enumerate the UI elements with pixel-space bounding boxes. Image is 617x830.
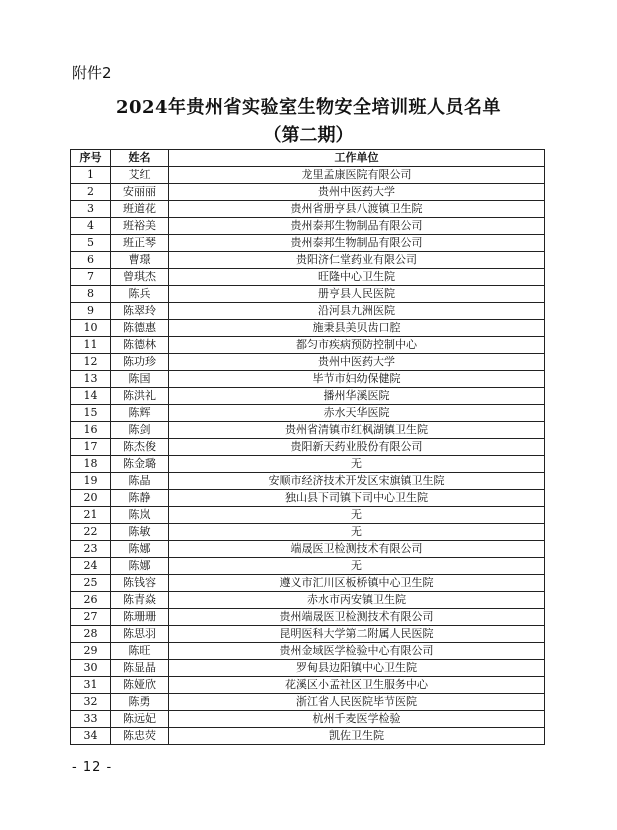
table-row (71, 422, 545, 439)
workplace-cell: 都匀市疾病预防控制中心 (169, 337, 545, 354)
workplace-cell: 凯佐卫生院 (169, 728, 545, 745)
serial-cell: 4 (71, 218, 111, 235)
workplace-cell: 安顺市经济技术开发区宋旗镇卫生院 (169, 473, 545, 490)
table-body (71, 167, 545, 745)
workplace-cell: 无 (169, 507, 545, 524)
column-header-serial: 序号 (71, 150, 111, 167)
table-row (71, 405, 545, 422)
table-row (71, 524, 545, 541)
name-cell: 陈娜 (111, 558, 169, 575)
workplace-cell: 无 (169, 524, 545, 541)
name-cell: 陈远妃 (111, 711, 169, 728)
name-cell: 陈勇 (111, 694, 169, 711)
table-row (71, 201, 545, 218)
document-title: 2024年贵州省实验室生物安全培训班人员名单 (115, 97, 502, 118)
workplace-cell: 施秉县美贝齿口腔 (169, 320, 545, 337)
name-cell: 曾琪杰 (111, 269, 169, 286)
serial-cell: 7 (71, 269, 111, 286)
table-row (71, 677, 545, 694)
serial-cell: 31 (71, 677, 111, 694)
table-row (71, 337, 545, 354)
workplace-cell: 贵州泰邦生物制品有限公司 (169, 235, 545, 252)
workplace-cell: 花溪区小孟社区卫生服务中心 (169, 677, 545, 694)
table-header-row (71, 150, 545, 167)
table-row (71, 558, 545, 575)
serial-cell: 23 (71, 541, 111, 558)
table-row (71, 473, 545, 490)
name-cell: 陈珊珊 (111, 609, 169, 626)
name-cell: 班裕美 (111, 218, 169, 235)
table-row (71, 694, 545, 711)
name-cell: 陈功珍 (111, 354, 169, 371)
workplace-cell: 沿河县九洲医院 (169, 303, 545, 320)
serial-cell: 8 (71, 286, 111, 303)
table-row (71, 711, 545, 728)
table-row (71, 728, 545, 745)
table-row (71, 320, 545, 337)
serial-cell: 28 (71, 626, 111, 643)
name-cell: 陈德林 (111, 337, 169, 354)
table-row (71, 354, 545, 371)
name-cell: 陈旺 (111, 643, 169, 660)
name-cell: 陈静 (111, 490, 169, 507)
workplace-cell: 贵阳济仁堂药业有限公司 (169, 252, 545, 269)
workplace-cell: 贵州中医药大学 (169, 354, 545, 371)
name-cell: 陈钱容 (111, 575, 169, 592)
serial-cell: 26 (71, 592, 111, 609)
name-cell: 陈青焱 (111, 592, 169, 609)
table-row (71, 507, 545, 524)
name-cell: 陈金璐 (111, 456, 169, 473)
name-cell: 陈忠荧 (111, 728, 169, 745)
workplace-cell: 端晟医卫检测技术有限公司 (169, 541, 545, 558)
serial-cell: 11 (71, 337, 111, 354)
serial-cell: 2 (71, 184, 111, 201)
table-row (71, 252, 545, 269)
workplace-cell: 龙里孟康医院有限公司 (169, 167, 545, 184)
workplace-cell: 无 (169, 456, 545, 473)
table-row (71, 439, 545, 456)
workplace-cell: 无 (169, 558, 545, 575)
serial-cell: 9 (71, 303, 111, 320)
workplace-cell: 罗甸县边阳镇中心卫生院 (169, 660, 545, 677)
name-cell: 艾红 (111, 167, 169, 184)
workplace-cell: 贵州金域医学检验中心有限公司 (169, 643, 545, 660)
table-row (71, 303, 545, 320)
name-cell: 陈敏 (111, 524, 169, 541)
workplace-cell: 贵州省册亨县八渡镇卫生院 (169, 201, 545, 218)
workplace-cell: 旺隆中心卫生院 (169, 269, 545, 286)
table-row (71, 167, 545, 184)
name-cell: 曹璟 (111, 252, 169, 269)
name-cell: 陈娜 (111, 541, 169, 558)
serial-cell: 24 (71, 558, 111, 575)
serial-cell: 15 (71, 405, 111, 422)
workplace-cell: 遵义市汇川区板桥镇中心卫生院 (169, 575, 545, 592)
workplace-cell: 昆明医科大学第二附属人民医院 (169, 626, 545, 643)
name-cell: 陈晶 (111, 473, 169, 490)
workplace-cell: 贵州中医药大学 (169, 184, 545, 201)
table-row (71, 575, 545, 592)
serial-cell: 3 (71, 201, 111, 218)
serial-cell: 29 (71, 643, 111, 660)
serial-cell: 18 (71, 456, 111, 473)
serial-cell: 25 (71, 575, 111, 592)
serial-cell: 34 (71, 728, 111, 745)
workplace-cell: 播州华溪医院 (169, 388, 545, 405)
serial-cell: 13 (71, 371, 111, 388)
table-row (71, 609, 545, 626)
table-row (71, 235, 545, 252)
column-header-name: 姓名 (111, 150, 169, 167)
name-cell: 陈岚 (111, 507, 169, 524)
page-number: - 12 - (72, 760, 113, 775)
document-subtitle: （第二期） (263, 125, 354, 146)
serial-cell: 10 (71, 320, 111, 337)
workplace-cell: 独山县下司镇下司中心卫生院 (169, 490, 545, 507)
attachment-label: 附件2 (72, 64, 112, 82)
table-row (71, 218, 545, 235)
serial-cell: 12 (71, 354, 111, 371)
name-cell: 陈杰俊 (111, 439, 169, 456)
table-row (71, 456, 545, 473)
table-row (71, 660, 545, 677)
name-cell: 陈思羽 (111, 626, 169, 643)
table-row (71, 490, 545, 507)
serial-cell: 33 (71, 711, 111, 728)
serial-cell: 14 (71, 388, 111, 405)
name-cell: 陈洪礼 (111, 388, 169, 405)
serial-cell: 27 (71, 609, 111, 626)
name-cell: 陈剑 (111, 422, 169, 439)
table-row (71, 643, 545, 660)
serial-cell: 20 (71, 490, 111, 507)
workplace-cell: 浙江省人民医院毕节医院 (169, 694, 545, 711)
name-cell: 陈翠玲 (111, 303, 169, 320)
workplace-cell: 贵州端晟医卫检测技术有限公司 (169, 609, 545, 626)
serial-cell: 17 (71, 439, 111, 456)
workplace-cell: 贵州泰邦生物制品有限公司 (169, 218, 545, 235)
name-cell: 班正琴 (111, 235, 169, 252)
workplace-cell: 赤水市丙安镇卫生院 (169, 592, 545, 609)
name-cell: 陈国 (111, 371, 169, 388)
workplace-cell: 赤水天华医院 (169, 405, 545, 422)
table-row (71, 371, 545, 388)
personnel-table (70, 149, 545, 745)
name-cell: 陈辉 (111, 405, 169, 422)
serial-cell: 5 (71, 235, 111, 252)
serial-cell: 19 (71, 473, 111, 490)
serial-cell: 16 (71, 422, 111, 439)
workplace-cell: 册亨县人民医院 (169, 286, 545, 303)
serial-cell: 32 (71, 694, 111, 711)
serial-cell: 6 (71, 252, 111, 269)
workplace-cell: 杭州千麦医学检验 (169, 711, 545, 728)
serial-cell: 22 (71, 524, 111, 541)
table-row (71, 541, 545, 558)
table-row (71, 286, 545, 303)
serial-cell: 1 (71, 167, 111, 184)
name-cell: 陈显晶 (111, 660, 169, 677)
workplace-cell: 贵阳新天药业股份有限公司 (169, 439, 545, 456)
name-cell: 陈德惠 (111, 320, 169, 337)
table-row (71, 184, 545, 201)
serial-cell: 30 (71, 660, 111, 677)
table-row (71, 388, 545, 405)
name-cell: 安丽丽 (111, 184, 169, 201)
table-row (71, 626, 545, 643)
workplace-cell: 毕节市妇幼保健院 (169, 371, 545, 388)
table-row (71, 592, 545, 609)
name-cell: 陈娅欣 (111, 677, 169, 694)
serial-cell: 21 (71, 507, 111, 524)
name-cell: 陈兵 (111, 286, 169, 303)
workplace-cell: 贵州省清镇市红枫湖镇卫生院 (169, 422, 545, 439)
column-header-workplace: 工作单位 (169, 150, 545, 167)
name-cell: 班道花 (111, 201, 169, 218)
table-row (71, 269, 545, 286)
